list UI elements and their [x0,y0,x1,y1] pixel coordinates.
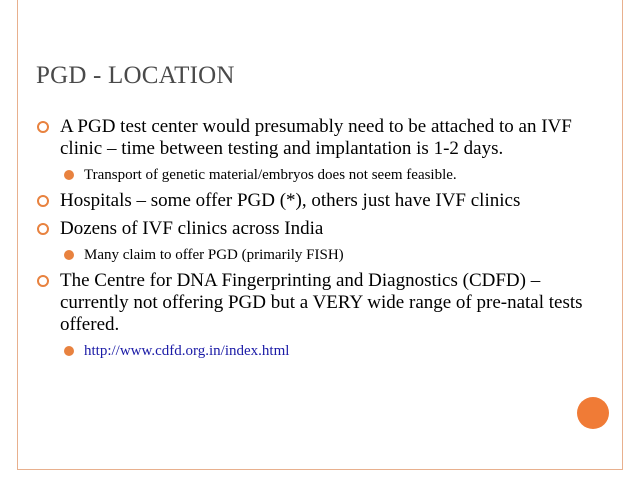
slide-title: PGD - LOCATION [36,62,235,89]
bullet-text: Hospitals – some offer PGD (*), others just have IVF clinics [60,190,521,211]
bullet-text: The Centre for DNA Fingerprinting and Diagnostics (CDFD) – currently not offering PGD but a VERY wide range of pre-natal tests offered. [60,270,583,335]
sub-bullet-item [36,166,596,184]
sub-bullet-item [36,246,596,264]
slide-content [36,116,596,366]
bullet-item [36,190,596,212]
bullet-text: Dozens of IVF clinics across India [60,218,324,239]
sub-bullet-text: Many claim to offer PGD (primarily FISH) [84,247,344,263]
hollow-circle-bullet-icon [37,275,49,287]
bullet-item [36,116,596,160]
hollow-circle-bullet-icon [37,195,49,207]
bullet-item [36,218,596,240]
hollow-circle-bullet-icon [37,121,49,133]
decorative-orange-circle [577,397,609,429]
filled-circle-bullet-icon [64,170,74,180]
filled-circle-bullet-icon [64,250,74,260]
bullet-text: A PGD test center would presumably need to be attached to an IVF clinic – time between testing and implantation is 1-2 days. [60,116,572,159]
filled-circle-bullet-icon [64,346,74,356]
cdfd-link[interactable]: http://www.cdfd.org.in/index.html [84,343,290,359]
sub-bullet-text: Transport of genetic material/embryos does not seem feasible. [84,167,457,183]
bullet-item [36,270,596,336]
hollow-circle-bullet-icon [37,223,49,235]
sub-bullet-item [36,342,596,360]
